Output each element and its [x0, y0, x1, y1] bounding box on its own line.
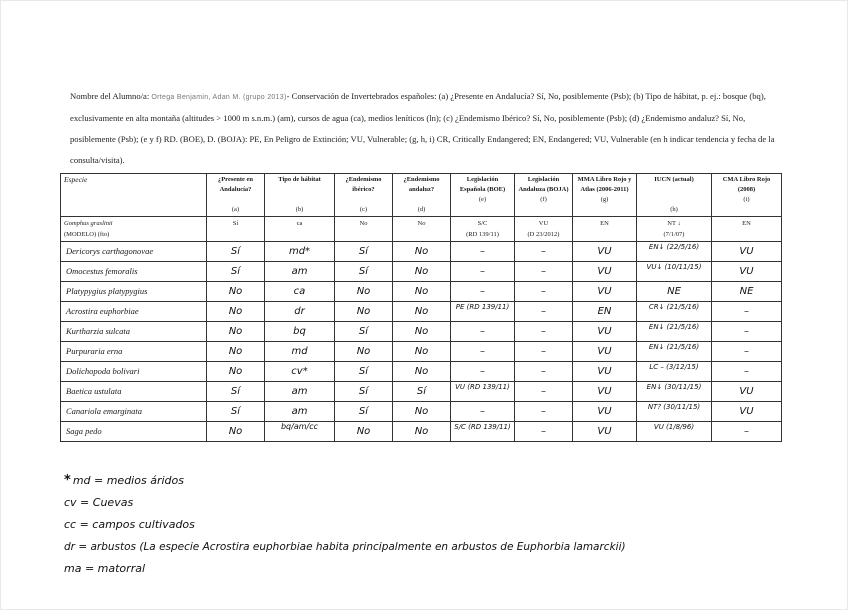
cell-e: –	[451, 262, 515, 282]
cell-h: CR↓ (21/5/16)	[637, 302, 712, 322]
cell-i: –	[712, 322, 782, 342]
cell-h: NT? (30/11/15)	[637, 402, 712, 422]
document-header	[70, 86, 780, 171]
column-header-species: Especie	[61, 174, 207, 217]
cell-h: VU (1/8/96)	[637, 422, 712, 442]
cell-e: S/C (RD 139/11)	[451, 217, 515, 242]
cell-b: bq	[265, 322, 335, 342]
cell-a: Sí	[207, 382, 265, 402]
cell-c: No	[335, 422, 393, 442]
cell-f: –	[515, 422, 573, 442]
cell-c: Sí	[335, 362, 393, 382]
cell-h: EN↓ (21/5/16)	[637, 342, 712, 362]
table-header-row	[61, 174, 782, 217]
cell-d: No	[393, 402, 451, 422]
species-name: Dericorys carthagonovae	[61, 242, 207, 262]
cell-g: EN	[573, 302, 637, 322]
cell-b: am	[265, 382, 335, 402]
cell-h: EN↓ (22/5/16)	[637, 242, 712, 262]
cell-b: ca	[265, 282, 335, 302]
cell-f: –	[515, 302, 573, 322]
cell-g: VU	[573, 382, 637, 402]
cell-d: No	[393, 242, 451, 262]
cell-e: –	[451, 362, 515, 382]
column-header-e: Legislación Española (BOE) (e)	[451, 174, 515, 217]
cell-a: No	[207, 342, 265, 362]
cell-a: No	[207, 422, 265, 442]
cell-b: ca	[265, 217, 335, 242]
species-table	[60, 173, 782, 442]
cell-d: No	[393, 342, 451, 362]
cell-f: –	[515, 282, 573, 302]
cell-g: VU	[573, 282, 637, 302]
cell-i: VU	[712, 242, 782, 262]
column-header-g: MMA Libro Rojo y Atlas (2006-2011) (g)	[573, 174, 637, 217]
cell-c: Sí	[335, 242, 393, 262]
cell-f: –	[515, 362, 573, 382]
species-name: Gomphus graslinii (MODELO) (fto)	[61, 217, 207, 242]
cell-d: No	[393, 362, 451, 382]
cell-c: Sí	[335, 322, 393, 342]
cell-e: –	[451, 242, 515, 262]
note-line: dr = arbustos (La especie Acrostira euphorbiae habita principalmente en arbustos de Euphorbia lamarckii)	[64, 541, 626, 553]
table-row	[61, 242, 782, 262]
note-line: cv = Cuevas	[64, 496, 134, 509]
table-row	[61, 402, 782, 422]
cell-a: Sí	[207, 242, 265, 262]
cell-i: VU	[712, 402, 782, 422]
species-name: Kurtharzia sulcata	[61, 322, 207, 342]
cell-c: No	[335, 342, 393, 362]
cell-h: EN↓ (21/5/16)	[637, 322, 712, 342]
species-name: Omocestus femoralis	[61, 262, 207, 282]
cell-g: VU	[573, 402, 637, 422]
cell-h: VU↓ (10/11/15)	[637, 262, 712, 282]
cell-e: PE (RD 139/11)	[451, 302, 515, 322]
table-row	[61, 342, 782, 362]
cell-i: –	[712, 422, 782, 442]
cell-d: No	[393, 282, 451, 302]
cell-g: VU	[573, 262, 637, 282]
reference-row	[61, 217, 782, 242]
cell-g: EN	[573, 217, 637, 242]
student-name-label: Nombre del Alumno/a:	[70, 91, 150, 101]
cell-c: Sí	[335, 382, 393, 402]
cell-a: No	[207, 282, 265, 302]
species-name: Canariola emarginata	[61, 402, 207, 422]
cell-i: NE	[712, 282, 782, 302]
table-row	[61, 382, 782, 402]
cell-e: –	[451, 282, 515, 302]
cell-f: VU (D 23/2012)	[515, 217, 573, 242]
note-line: cc = campos cultivados	[64, 518, 195, 531]
cell-f: –	[515, 402, 573, 422]
cell-h: LC – (3/12/15)	[637, 362, 712, 382]
cell-c: Sí	[335, 402, 393, 422]
cell-g: VU	[573, 342, 637, 362]
cell-e: –	[451, 322, 515, 342]
cell-b: dr	[265, 302, 335, 322]
cell-a: Sí	[207, 402, 265, 422]
handwritten-notes	[64, 470, 824, 580]
cell-g: VU	[573, 422, 637, 442]
note-line: ma = matorral	[64, 562, 146, 575]
table-row	[61, 262, 782, 282]
species-name: Saga pedo	[61, 422, 207, 442]
student-name-value: Ortega Benjamin, Adan M. (grupo 2013)	[151, 94, 287, 101]
cell-e: –	[451, 342, 515, 362]
cell-c: No	[335, 282, 393, 302]
cell-h: NT ↓ (7/1/07)	[637, 217, 712, 242]
cell-i: –	[712, 362, 782, 382]
cell-f: –	[515, 322, 573, 342]
cell-f: –	[515, 382, 573, 402]
cell-i: VU	[712, 262, 782, 282]
cell-a: No	[207, 302, 265, 322]
species-name: Dolichopoda bolivari	[61, 362, 207, 382]
asterisk-icon: *	[64, 473, 71, 488]
cell-e: VU (RD 139/11)	[451, 382, 515, 402]
species-name: Purpuraria erna	[61, 342, 207, 362]
column-header-f: Legislación Andaluza (BOJA) (f)	[515, 174, 573, 217]
cell-g: VU	[573, 242, 637, 262]
table-row	[61, 422, 782, 442]
cell-g: VU	[573, 362, 637, 382]
cell-g: VU	[573, 322, 637, 342]
cell-e: –	[451, 402, 515, 422]
cell-e: S/C (RD 139/11)	[451, 422, 515, 442]
cell-d: No	[393, 217, 451, 242]
cell-a: No	[207, 362, 265, 382]
cell-b: cv*	[265, 362, 335, 382]
cell-i: –	[712, 342, 782, 362]
cell-i: –	[712, 302, 782, 322]
cell-b: md*	[265, 242, 335, 262]
column-header-c: ¿Endemismo ibérico? (c)	[335, 174, 393, 217]
table-row	[61, 302, 782, 322]
instructions-text: - Conservación de Invertebrados españoles: (a) ¿Presente en Andalucía? Sí, No, posiblemente (Psb); (b) Tipo de hábitat, p. ej.: bosque (bq), exclusivamente en alta montaña (altitudes > 1000 m s.n.m.) (am), cursos de agua (ca), medios leníticos (ln); (c) ¿Endemismo Ibérico? Sí, No, posiblemente (Psb); (d) ¿Endemismo andaluz? Sí, No, posiblemente (Psb); (e y f) RD. (BOE), D. (BOJA): PE, En Peligro de Extinción; VU, Vulnerable; (g, h, i) CR, Critically Endangered; EN, Endangered; VU, Vulnerable (en h indicar tendencia y fecha de la consulta/visita).	[70, 91, 775, 165]
cell-b: am	[265, 262, 335, 282]
species-name: Acrostira euphorbiae	[61, 302, 207, 322]
column-header-b: Tipo de hábitat (b)	[265, 174, 335, 217]
column-header-d: ¿Endemismo andaluz? (d)	[393, 174, 451, 217]
cell-d: Sí	[393, 382, 451, 402]
note-line: * md = medios áridos	[64, 473, 184, 488]
cell-f: –	[515, 262, 573, 282]
cell-a: Sí	[207, 262, 265, 282]
cell-c: No	[335, 217, 393, 242]
cell-b: md	[265, 342, 335, 362]
cell-d: No	[393, 422, 451, 442]
cell-f: –	[515, 342, 573, 362]
cell-i: EN	[712, 217, 782, 242]
cell-b: bq/am/cc	[265, 422, 335, 442]
cell-h: EN↓ (30/11/15)	[637, 382, 712, 402]
cell-d: No	[393, 302, 451, 322]
cell-f: –	[515, 242, 573, 262]
cell-a: No	[207, 322, 265, 342]
cell-b: am	[265, 402, 335, 422]
column-header-h: IUCN (actual) (h)	[637, 174, 712, 217]
species-name: Baetica ustulata	[61, 382, 207, 402]
cell-h: NE	[637, 282, 712, 302]
cell-c: No	[335, 302, 393, 322]
cell-d: No	[393, 262, 451, 282]
column-header-i: CMA Libro Rojo (2008) (i)	[712, 174, 782, 217]
table-row	[61, 282, 782, 302]
table-row	[61, 322, 782, 342]
column-header-a: ¿Presente en Andalucía? (a)	[207, 174, 265, 217]
cell-i: VU	[712, 382, 782, 402]
cell-d: No	[393, 322, 451, 342]
table-row	[61, 362, 782, 382]
cell-c: Sí	[335, 262, 393, 282]
species-name: Platypygius platypygius	[61, 282, 207, 302]
cell-a: Sí	[207, 217, 265, 242]
